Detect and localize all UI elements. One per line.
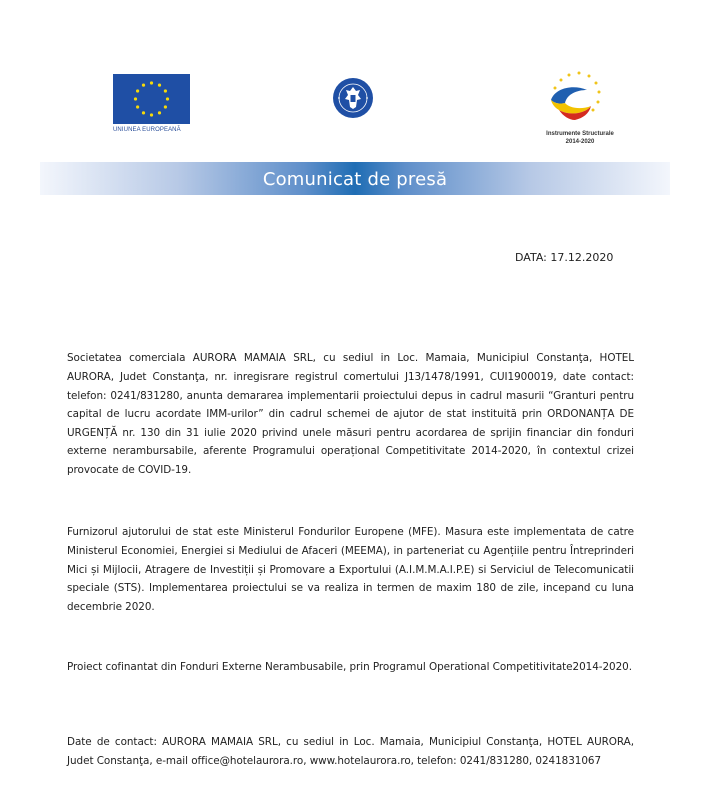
paragraph-cofinancing: Proiect cofinantat din Fonduri Externe Nerambusabile, prin Programul Operational Competitivitate2014-2020. — [67, 661, 632, 674]
release-date: DATA: 17.12.2020 — [515, 251, 614, 264]
instrumente-structurale-icon — [535, 70, 625, 128]
eu-logo — [113, 74, 191, 136]
paragraph-intro: Societatea comerciala AURORA MAMAIA SRL, cu sediul in Loc. Mamaia, Municipiul Constanţa, HOTEL AURORA, Judet Constanţa, nr. inregisrare registrul comertului J13/1478/1991, CUI1900019, date contact: telefon: 0241/831280, anunta demararea implementarii proiectului depus in cadrul masurii “Granturi pentru capital de lucru acordate IMM-urilor” din cadrul schemei de ajutor de stat instituită prin ORDONANȚA DE URGENȚĂ nr. 130 din 31 iulie 2020 privind unele măsuri pentru acordarea de sprijin financiar din fonduri externe nerambursabile, aferente Programului operațional Competitivitate 2014-2020, în contextul crizei provocate de COVID-19. — [67, 352, 634, 476]
si-label-line1: Instrumente Structurale — [546, 131, 614, 137]
si-label-line2: 2014-2020 — [565, 139, 595, 145]
logo-header — [0, 0, 706, 160]
instrumente-structurale-label — [535, 130, 625, 146]
banner-title: Comunicat de presă — [262, 168, 448, 190]
press-release-banner — [40, 162, 670, 195]
guvernul-romaniei-seal-icon — [332, 77, 374, 119]
eu-flag-icon — [113, 74, 190, 124]
eu-label: UNIUNEA EUROPEANĂ — [113, 127, 181, 133]
instrumente-structurale-logo — [535, 70, 625, 150]
paragraph-provider: Furnizorul ajutorului de stat este Ministerul Fondurilor Europene (MFE). Masura este implementata de catre Ministerul Economiei, Energiei si Mediului de Afaceri (MEEMA), in parteneriat cu Agențiile pentru Întreprinderi Mici și Mijlocii, Atragere de Investiții și Promovare a Exportului (A.I.M.M.A.I.P.E) si Serviciul de Telecomunicatii speciale (STS). Implementarea proiectului se va realiza in termen de maxim 180 de zile, incepand cu luna decembrie 2020. — [67, 526, 634, 613]
paragraph-contact: Date de contact: AURORA MAMAIA SRL, cu sediul in Loc. Mamaia, Municipiul Constanţa, HOTEL AURORA, Judet Constanţa, e-mail office@hotelaurora.ro, www.hotelaurora.ro, telefon: 0241/831280, 0241831067 — [67, 736, 634, 767]
